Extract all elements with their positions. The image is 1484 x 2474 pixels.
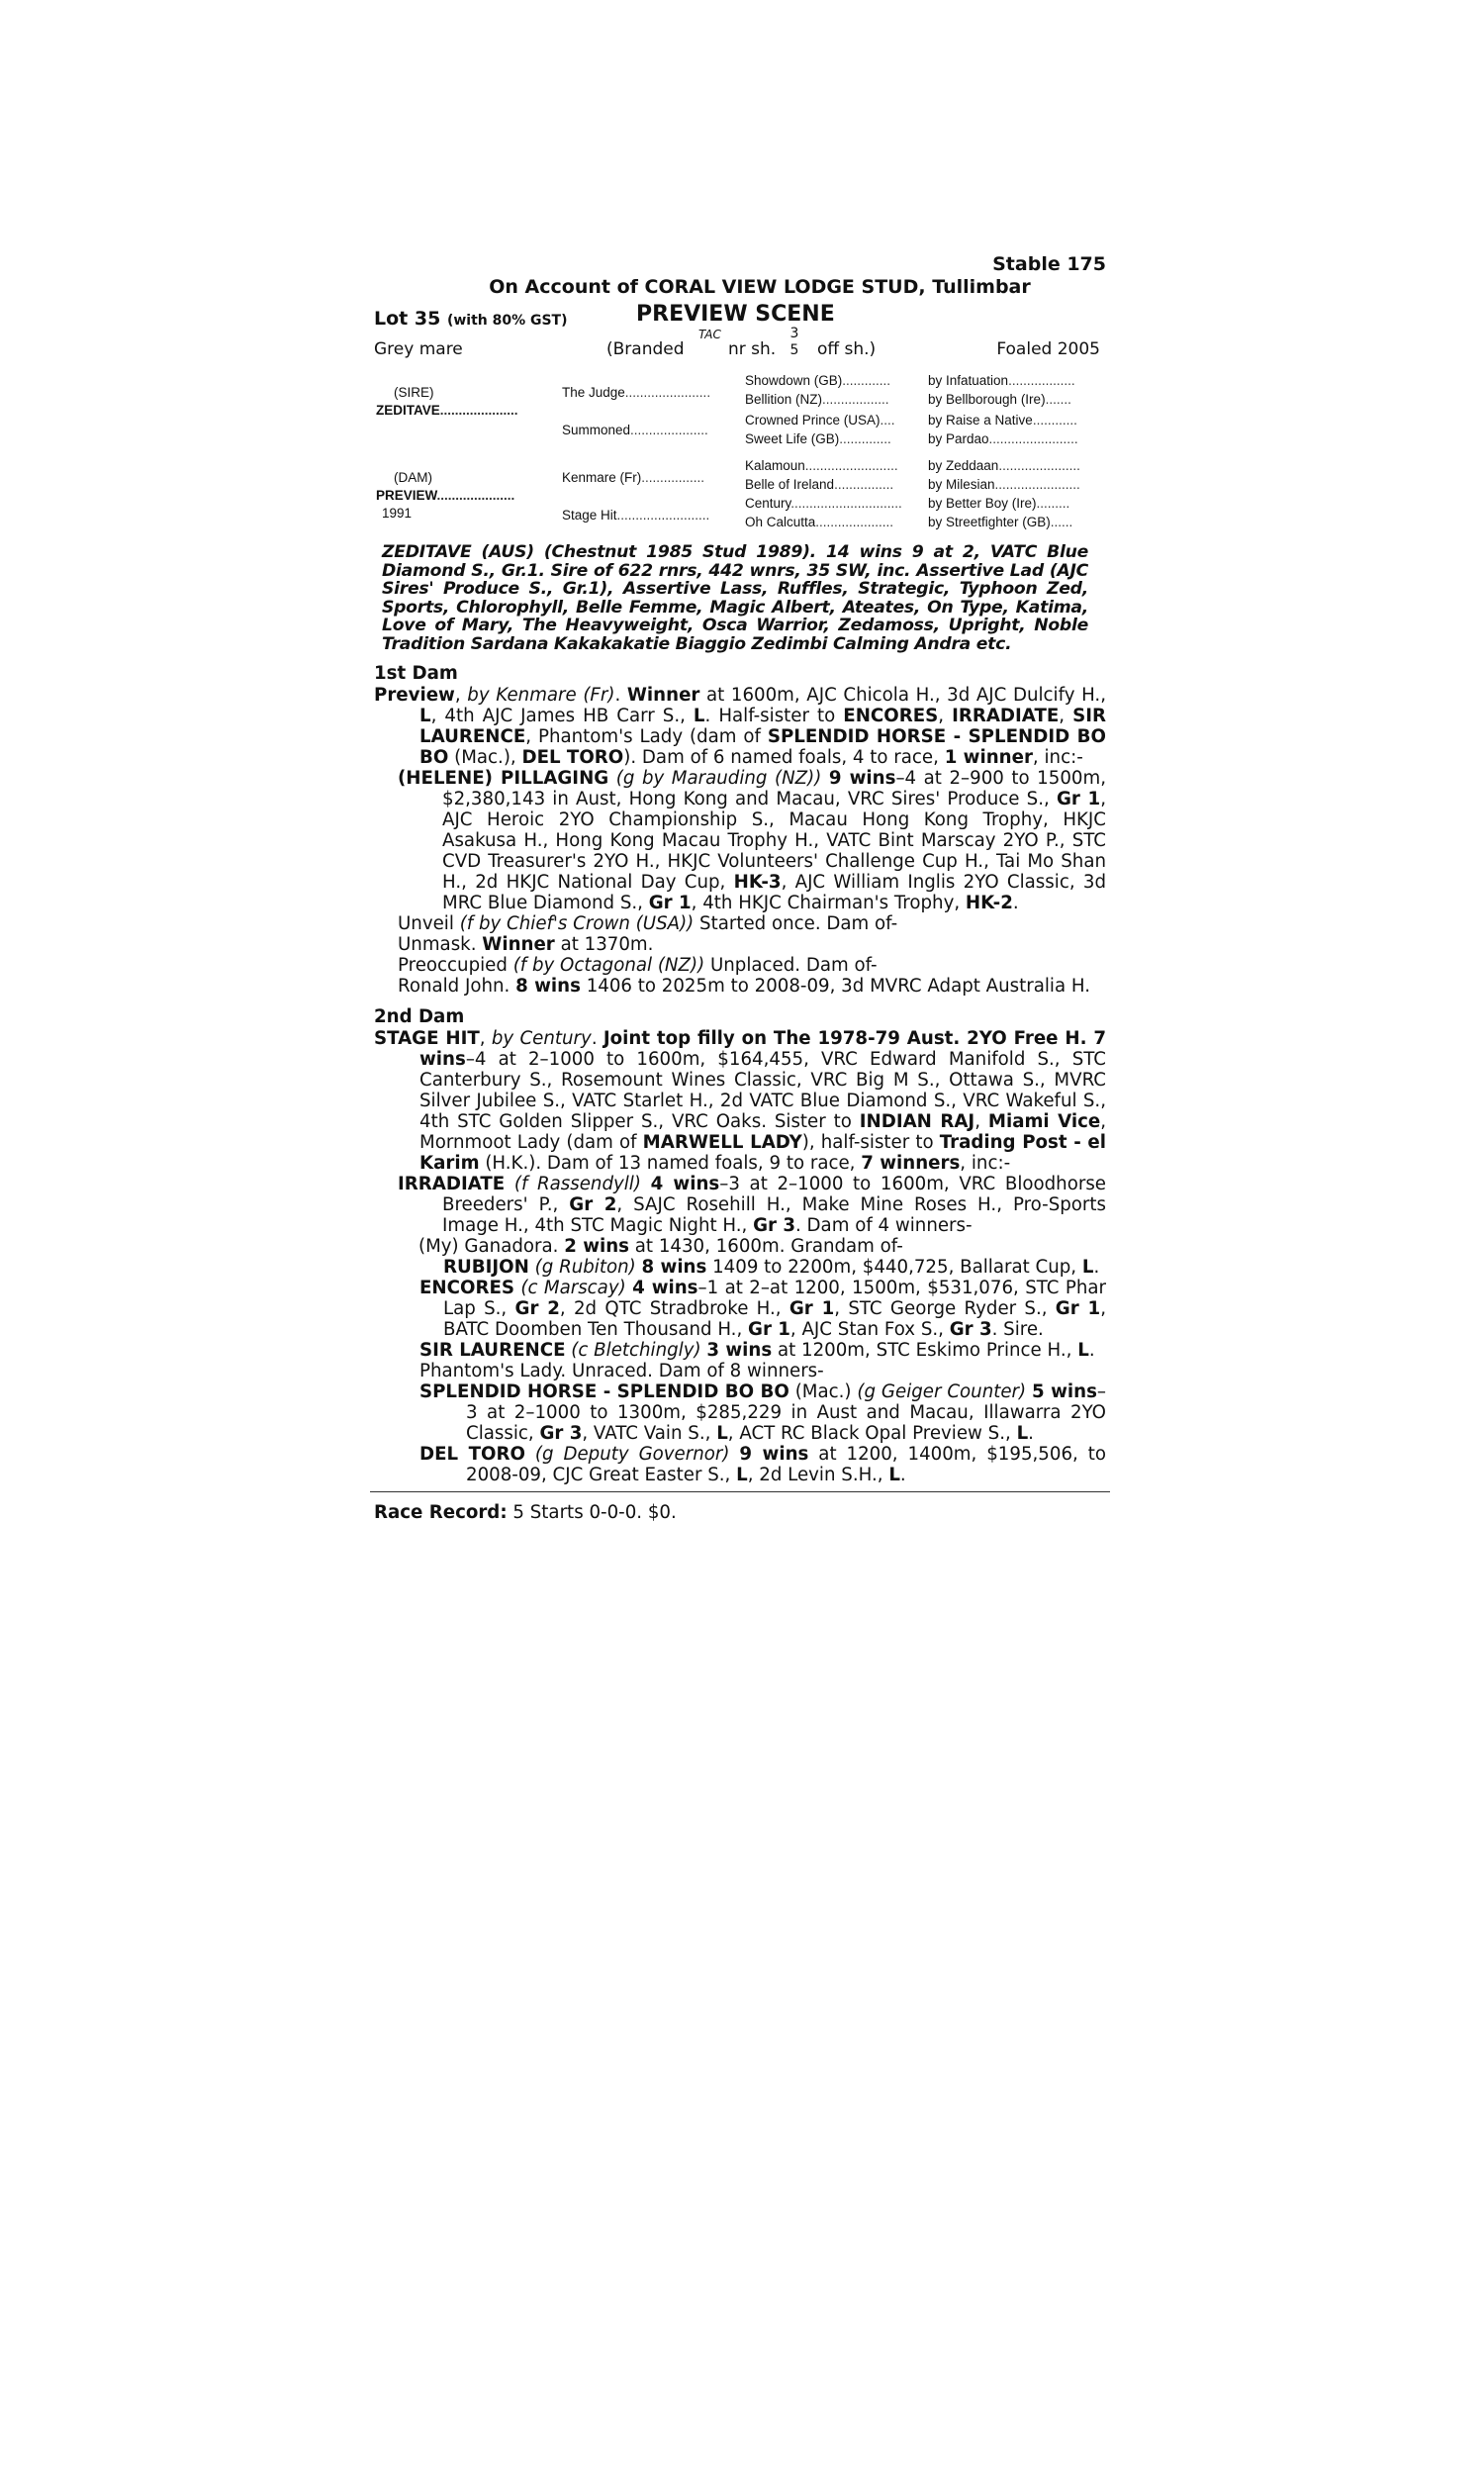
dot-leader: ......... <box>1036 496 1070 511</box>
brand-off-side: off sh.) <box>817 339 877 359</box>
bold-text: Gr 3 <box>949 1319 992 1340</box>
pedigree-gen1 <box>562 470 704 485</box>
text: . <box>591 1028 603 1049</box>
pedigree-g1-name: Stage Hit <box>562 508 617 523</box>
italic-text: (f by Chief's Crown (USA)) <box>459 913 695 934</box>
pedigree-g3-name: by Better Boy (Ire) <box>928 496 1037 511</box>
dot-leader: ........................ <box>988 431 1078 446</box>
dot-leader: ..................... <box>436 488 515 503</box>
bold-text: 4 wins <box>650 1174 720 1194</box>
dot-leader: ..................... <box>439 403 518 418</box>
horse-sex-colour: Grey mare <box>374 339 463 359</box>
text: , Phantom's Lady (dam of <box>525 726 768 747</box>
bold-text: Joint top filly on The 1978-79 Aust. 2YO Free H. 7 wins <box>419 1028 1106 1070</box>
bold-text: SPLENDID HORSE - SPLENDID BO BO <box>419 726 1106 768</box>
pedigree-g2-name: Showdown (GB) <box>745 373 843 388</box>
bold-text: DEL TORO <box>521 747 624 768</box>
brand-mark-icon: TAC <box>698 328 721 341</box>
bold-text: 5 wins <box>1032 1381 1097 1402</box>
dam-name <box>376 488 514 503</box>
text: , ACT RC Black Opal Preview S., <box>727 1423 1017 1444</box>
gst-note: (with 80% GST) <box>446 313 568 329</box>
text: . <box>1088 1340 1095 1361</box>
brand-nr-side: nr sh. <box>728 339 777 359</box>
race-record-value: 5 Starts 0-0-0. $0. <box>512 1502 677 1523</box>
pedigree-g1-name: The Judge <box>562 385 625 400</box>
bold-text: Winner <box>482 934 555 955</box>
text: –1 at 2–at 1200, 1500m, $531,076, STC Phar Lap S., <box>443 1278 1107 1319</box>
text: at 1370m. <box>554 934 654 955</box>
text: , <box>1059 706 1073 726</box>
fraction-bottom: 5 <box>789 342 799 358</box>
dam-label: (DAM) <box>394 470 432 485</box>
italic-text: (c Bletchingly) <box>571 1340 701 1361</box>
pedigree-g2-name: Bellition (NZ) <box>745 392 823 407</box>
dam-name-bold: Preview <box>374 685 455 706</box>
italic-text: (g Geiger Counter) <box>857 1381 1027 1402</box>
text: , 2d QTC Stradbroke H., <box>559 1298 789 1319</box>
text: , VATC Vain S., <box>582 1423 717 1444</box>
bold-text: INDIAN RAJ <box>859 1111 975 1132</box>
bold-text: Miami Vice <box>987 1111 1101 1132</box>
bold-text: IRRADIATE <box>952 706 1060 726</box>
pedigree-gen1 <box>562 385 710 400</box>
foaled-year: Foaled 2005 <box>996 339 1100 359</box>
progeny-entry <box>374 913 1106 934</box>
text: , <box>479 1028 492 1049</box>
progeny-entry <box>374 1174 1106 1236</box>
bold-text: 3 wins <box>706 1340 773 1361</box>
text: (Mac.) <box>788 1381 858 1402</box>
dam-text: PREVIEW <box>376 488 437 503</box>
progeny-entry <box>374 1278 1106 1340</box>
bold-text: 7 winners <box>861 1153 961 1174</box>
catalogue-page <box>374 252 1106 1523</box>
text: , inc:- <box>960 1153 1011 1174</box>
dot-leader: ......................... <box>804 458 898 473</box>
bold-text: MARWELL LADY <box>642 1132 802 1153</box>
text: , <box>454 685 468 706</box>
pedigree-gen2 <box>745 373 890 388</box>
bold-text: Winner <box>626 685 700 706</box>
text: , 4th HKJC Chairman's Trophy, <box>691 893 966 913</box>
bold-text: Gr 1 <box>1056 789 1101 809</box>
race-record-label: Race Record: <box>374 1502 508 1523</box>
text: ), half-sister to <box>801 1132 940 1153</box>
text: Preoccupied <box>398 955 513 976</box>
race-record <box>374 1502 1106 1523</box>
pedigree-gen2 <box>745 477 893 492</box>
brand-fraction <box>788 326 801 359</box>
text: (My) Ganadora. <box>418 1236 565 1257</box>
text: , SAJC Rosehill H., Make Mine Roses H., Pro-Sports Image H., 4th STC Magic Night H., <box>442 1194 1107 1236</box>
text: Unplaced. Dam of- <box>704 955 878 976</box>
text: , STC George Ryder S., <box>834 1298 1056 1319</box>
dot-leader: ............. <box>842 373 891 388</box>
text: , AJC Stan Fox S., <box>789 1319 950 1340</box>
text: , 2d Levin S.H., <box>747 1465 889 1485</box>
italic-text: (g Rubiton) <box>534 1257 636 1278</box>
text: , AJC William Inglis 2YO Classic, 3d MRC Blue Diamond S., <box>442 872 1106 913</box>
bold-text: Gr 1 <box>1055 1298 1101 1319</box>
text: . <box>1093 1257 1100 1278</box>
bold-text: HK-3 <box>733 872 782 893</box>
text: . Sire. <box>991 1319 1044 1340</box>
bold-text: 8 wins <box>515 976 581 997</box>
dot-leader: ...................... <box>998 458 1080 473</box>
bold-text: 4 wins <box>632 1278 698 1298</box>
progeny-entry <box>374 955 1106 976</box>
italic-text: (f Rassendyll) <box>513 1174 641 1194</box>
text: at 1200m, STC Eskimo Prince H., <box>772 1340 1078 1361</box>
text: (H.K.). Dam of 13 named foals, 9 to race, <box>479 1153 862 1174</box>
text: . <box>1028 1423 1034 1444</box>
pedigree-g3-name: by Milesian <box>928 477 995 492</box>
bold-text: L <box>716 1423 728 1444</box>
bold-text: 8 wins <box>641 1257 707 1278</box>
text: , Mornmoot Lady (dam of <box>419 1111 1106 1153</box>
dot-leader: ...... <box>1050 515 1073 529</box>
bold-text: (HELENE) PILLAGING <box>398 768 609 789</box>
pedigree-gen3 <box>928 373 1075 388</box>
vendor-account: On Account of CORAL VIEW LODGE STUD, Tullimbar <box>489 276 1031 298</box>
pedigree-gen2 <box>745 515 893 529</box>
text: Started once. Dam of- <box>694 913 898 934</box>
pedigree-gen1 <box>562 508 709 523</box>
text: 1406 to 2025m to 2008-09, 3d MVRC Adapt Australia H. <box>580 976 1091 997</box>
pedigree-g3-name: by Raise a Native <box>928 413 1033 428</box>
progeny-entry <box>374 1236 1106 1257</box>
bold-text: DEL TORO <box>419 1444 525 1465</box>
text: . <box>899 1465 906 1485</box>
bold-text: Gr 3 <box>539 1423 583 1444</box>
dam-year: 1991 <box>382 506 413 521</box>
bold-text: L <box>1016 1423 1029 1444</box>
pedigree-g3-name: by Streetfighter (GB) <box>928 515 1051 529</box>
dot-leader: .................. <box>1008 373 1075 388</box>
bold-text: SIR LAURENCE <box>419 1340 566 1361</box>
text: , <box>974 1111 988 1132</box>
stable-number: Stable 175 <box>992 253 1106 275</box>
text: , inc:- <box>1032 747 1083 768</box>
dot-leader: ......................... <box>616 508 710 523</box>
text: . <box>614 685 627 706</box>
progeny-entry <box>374 768 1106 913</box>
italic-text: (g by Marauding (NZ)) <box>615 768 822 789</box>
pedigree-g2-name: Crowned Prince (USA) <box>745 413 881 428</box>
bold-text: ENCORES <box>843 706 939 726</box>
sire-italic: by Kenmare (Fr) <box>467 685 615 706</box>
pedigree-g3-name: by Zeddaan <box>928 458 999 473</box>
pedigree-gen2 <box>745 496 902 511</box>
bold-text: STAGE HIT <box>374 1028 480 1049</box>
lot-row <box>374 302 1106 332</box>
section-divider <box>370 1491 1110 1492</box>
text: at 1200, 1400m, $195,506, to 2008-09, CJC Great Easter S., <box>466 1444 1106 1485</box>
text: Phantom's Lady. Unraced. Dam of 8 winners- <box>419 1361 824 1381</box>
pedigree-gen3 <box>928 458 1080 473</box>
bold-text: Gr 1 <box>648 893 692 913</box>
lot-label: Lot 35 <box>374 308 441 330</box>
dot-leader: ..................... <box>630 423 708 437</box>
dot-leader: .................. <box>822 392 889 407</box>
italic-text: by Century <box>491 1028 592 1049</box>
pedigree-gen3 <box>928 431 1078 446</box>
sire-text: ZEDITAVE <box>376 403 440 418</box>
pedigree-g3-name: by Bellborough (Ire) <box>928 392 1046 407</box>
bold-text: L <box>1077 1340 1089 1361</box>
lot-number <box>374 308 568 330</box>
text: at 1430, 1600m. Grandam of- <box>629 1236 903 1257</box>
branded-label: (Branded <box>606 339 685 359</box>
text: –3 at 2–1000 to 1300m, $285,229 in Aust and Macau, Illawarra 2YO Classic, <box>466 1381 1107 1444</box>
dot-leader: ............ <box>1032 413 1077 428</box>
dot-leader: ................. <box>641 470 705 485</box>
sire-note: ZEDITAVE (AUS) (Chestnut 1985 Stud 1989). 14 wins 9 at 2, VATC Blue Diamond S., Gr.1. Sire of 622 rnrs, 442 wnrs, 35 SW, inc. Assertive Lad (AJC Sires' Produce S., Gr.1), Assertive Lass, Ruffles, Strategic, Typhoon Zed, Sports, Chlorophyll, Belle Femme, Magic Albert, Ateates, On Type, Katima, Love of Mary, The Heavyweight, Osca Warrior, Zedamoss, Upright, Noble Tradition Sardana Kakakakatie Biaggio Zedimbi Calming Andra etc. <box>382 542 1088 654</box>
text: Ronald John. <box>398 976 516 997</box>
text: –3 at 2–1000 to 1600m, VRC Bloodhorse Breeders' P., <box>442 1174 1106 1215</box>
dot-leader: .... <box>880 413 895 428</box>
bold-text: HK-2 <box>965 893 1013 913</box>
sire-label: (SIRE) <box>394 385 434 400</box>
bold-text: Trading Post - el Karim <box>419 1132 1106 1174</box>
bold-text: Gr 1 <box>788 1298 835 1319</box>
bold-text: Gr 2 <box>514 1298 560 1319</box>
bold-text: 2 wins <box>564 1236 629 1257</box>
dot-leader: ....... <box>1045 392 1071 407</box>
second-dam-summary <box>374 1028 1106 1174</box>
text: 1409 to 2200m, $440,725, Ballarat Cup, <box>706 1257 1082 1278</box>
text: at 1600m, AJC Chicola H., 3d AJC Dulcify H., <box>699 685 1106 706</box>
text: , AJC Heroic 2YO Championship S., Macau Hong Kong Trophy, HKJC Asakusa H., Hong Kong Macau Trophy H., VATC Bint Marscay 2YO P., STC CVD Treasurer's 2YO H., HKJC Volunteers' Challenge Cup H., Tai Mo Shan H., 2d HKJC National Day Cup, <box>442 789 1107 893</box>
pedigree-g1-name: Summoned <box>562 423 631 437</box>
second-dam-heading: 2nd Dam <box>374 1006 465 1027</box>
bold-text: L <box>1081 1257 1094 1278</box>
pedigree-gen2 <box>745 431 891 446</box>
bold-text: L <box>888 1465 900 1485</box>
sire-name <box>376 403 518 418</box>
bold-text: 9 wins <box>828 768 896 789</box>
pedigree-gen2 <box>745 392 889 407</box>
italic-text: (g Deputy Governor) <box>534 1444 730 1465</box>
pedigree-gen3 <box>928 413 1077 428</box>
pedigree-g2-name: Belle of Ireland <box>745 477 835 492</box>
progeny-entry <box>374 934 1106 955</box>
text: , 4th AJC James HB Carr S., <box>430 706 694 726</box>
pedigree-gen3 <box>928 477 1080 492</box>
italic-text: (c Marscay) <box>520 1278 626 1298</box>
text: Unveil <box>398 913 460 934</box>
text: ). Dam of 6 named foals, 4 to race, <box>623 747 945 768</box>
text: –4 at 2–900 to 1500m, $2,380,143 in Aust, Hong Kong and Macau, VRC Sires' Produce S., <box>442 768 1106 809</box>
bold-text: Gr 2 <box>569 1194 617 1215</box>
progeny-entry <box>374 976 1106 997</box>
first-dam-summary <box>374 685 1106 768</box>
italic-text: (f by Octagonal (NZ)) <box>512 955 705 976</box>
pedigree-g2-name: Oh Calcutta <box>745 515 816 529</box>
bold-text: Gr 3 <box>753 1215 795 1236</box>
text: , <box>938 706 953 726</box>
fraction-top: 3 <box>789 326 799 341</box>
bold-text: 9 wins <box>739 1444 809 1465</box>
bold-text: RUBIJON <box>443 1257 529 1278</box>
bold-text: Gr 1 <box>748 1319 790 1340</box>
pedigree-g2-name: Kalamoun <box>745 458 805 473</box>
progeny-entry <box>374 1361 1106 1381</box>
description-row <box>374 326 1106 367</box>
pedigree-gen1 <box>562 423 708 437</box>
pedigree-gen3 <box>928 392 1071 407</box>
text: . <box>1012 893 1019 913</box>
text: . Dam of 4 winners- <box>794 1215 973 1236</box>
bold-text: L <box>693 706 705 726</box>
first-dam-heading: 1st Dam <box>374 663 458 684</box>
bold-text: SPLENDID HORSE - SPLENDID BO BO <box>419 1381 789 1402</box>
text: . Half-sister to <box>704 706 844 726</box>
bold-text: IRRADIATE <box>398 1174 506 1194</box>
progeny-entry <box>374 1257 1106 1278</box>
pedigree-g3-name: by Pardao <box>928 431 989 446</box>
dot-leader: ....................... <box>624 385 711 400</box>
progeny-entry <box>374 1381 1106 1444</box>
dot-leader: ....................... <box>994 477 1080 492</box>
bold-text: L <box>419 706 431 726</box>
pedigree-g2-name: Sweet Life (GB) <box>745 431 840 446</box>
text: –4 at 2–1000 to 1600m, $164,455, VRC Edward Manifold S., STC Canterbury S., Rosemount Wines Classic, VRC Big M S., Ottawa S., MVRC Silver Jubilee S., VATC Starlet H., 2d VATC Blue Diamond S., VRC Wakeful S., 4th STC Golden Slipper S., VRC Oaks. Sister to <box>419 1049 1106 1132</box>
progeny-entry <box>374 1444 1106 1485</box>
dot-leader: .............. <box>839 431 891 446</box>
text: Unmask. <box>398 934 483 955</box>
pedigree-g2-name: Century <box>745 496 791 511</box>
text: , BATC Doomben Ten Thousand H., <box>443 1298 1106 1340</box>
pedigree-g3-name: by Infatuation <box>928 373 1009 388</box>
dot-leader: .............................. <box>790 496 902 511</box>
pedigree-gen3 <box>928 515 1072 529</box>
pedigree-g1-name: Kenmare (Fr) <box>562 470 642 485</box>
bold-text: ENCORES <box>419 1278 514 1298</box>
bold-text: 1 winner <box>944 747 1033 768</box>
bold-text: SIR LAURENCE <box>419 706 1106 747</box>
dot-leader: ................ <box>834 477 894 492</box>
pedigree-gen2 <box>745 458 898 473</box>
progeny-entry <box>374 1340 1106 1361</box>
bold-text: L <box>736 1465 748 1485</box>
dot-leader: ..................... <box>815 515 894 529</box>
horse-name: PREVIEW SCENE <box>636 302 835 327</box>
pedigree-table <box>374 373 1106 537</box>
text: (Mac.), <box>448 747 522 768</box>
pedigree-gen2 <box>745 413 895 428</box>
pedigree-gen3 <box>928 496 1069 511</box>
